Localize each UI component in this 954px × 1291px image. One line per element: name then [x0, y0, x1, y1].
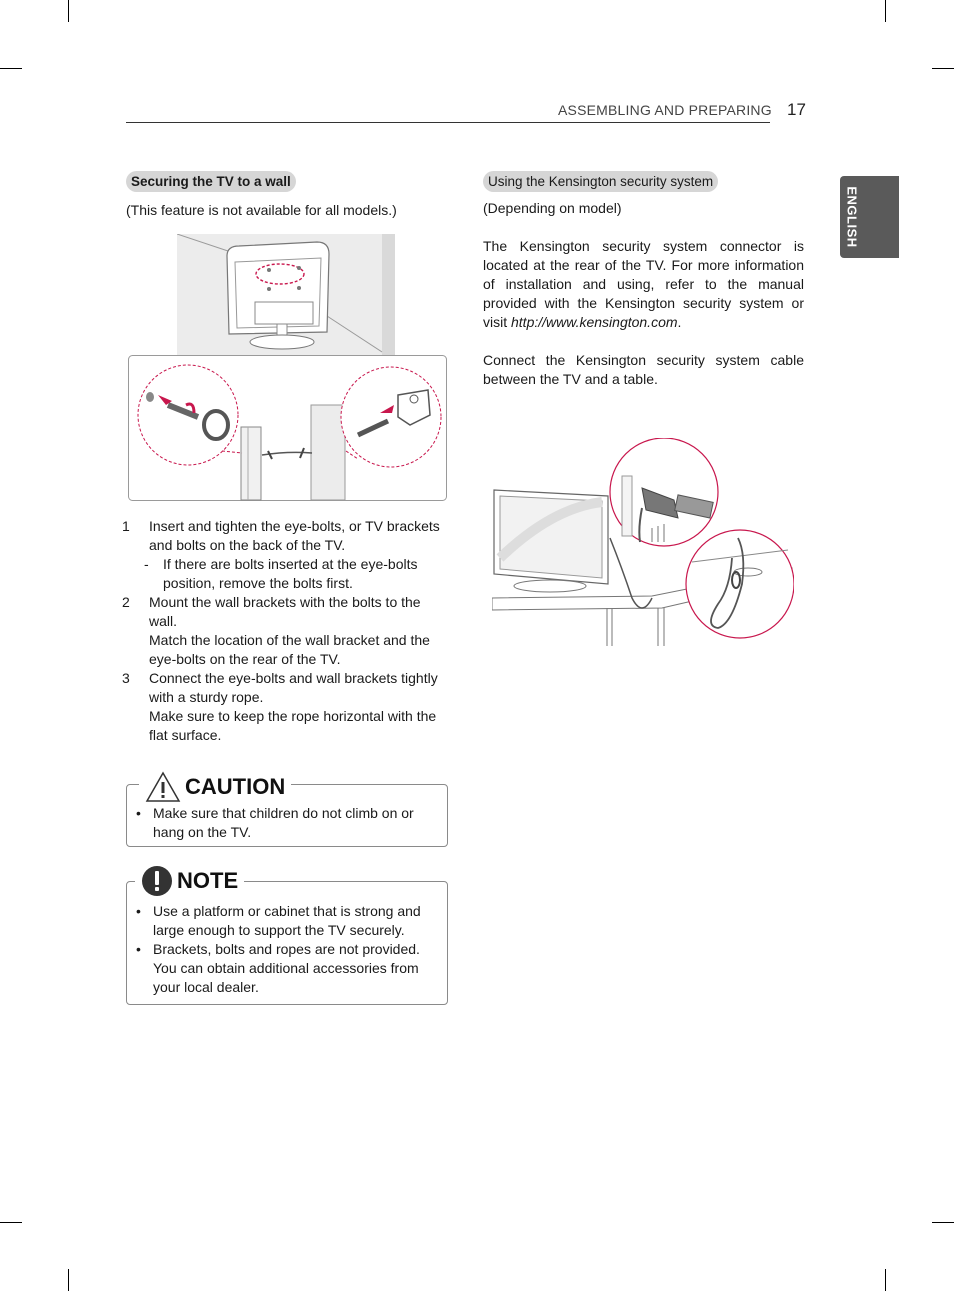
bullet-dot: • — [136, 805, 141, 821]
note-title — [135, 865, 244, 897]
page-number: 17 — [787, 100, 806, 119]
note-list — [127, 902, 431, 997]
section-heading-kensington: Using the Kensington security system — [483, 171, 718, 192]
tv-back-illustration — [177, 234, 395, 355]
bracket-rope-illustration — [128, 355, 447, 502]
language-tab-label: ENGLISH — [844, 186, 860, 248]
kensington-paragraph-1 — [483, 237, 804, 332]
kensington-url[interactable]: http://www.kensington.com — [511, 314, 678, 330]
dash-marker: - — [144, 556, 149, 572]
step-2-continued — [122, 631, 452, 669]
caution-title-text: CAUTION — [185, 774, 286, 799]
step-number: 2 — [122, 594, 130, 610]
step-text: Insert and tighten the eye-bolts, or TV brackets and bolts on the back of the TV. — [149, 518, 440, 553]
note-item-text: Use a platform or cabinet that is strong and large enough to support the TV securely. — [153, 903, 421, 938]
crop-mark — [932, 1222, 954, 1223]
crop-mark — [885, 0, 886, 22]
note-item-text: Brackets, bolts and ropes are not provided. You can obtain additional accessories from your local dealer. — [153, 941, 420, 995]
header-rule — [126, 122, 770, 123]
exclamation-circle-icon — [141, 865, 173, 897]
caution-item — [127, 804, 427, 842]
caution-list — [127, 804, 427, 842]
step-text: Connect the eye-bolts and wall brackets tightly with a sturdy rope. — [149, 670, 438, 705]
warning-triangle-icon — [145, 771, 181, 803]
bullet-dot: • — [136, 941, 141, 957]
crop-mark — [68, 0, 69, 22]
step-2 — [122, 593, 452, 631]
crop-mark — [0, 68, 22, 69]
step-text: Match the location of the wall bracket and the eye-bolts on the rear of the TV. — [149, 632, 430, 667]
caution-title — [139, 771, 291, 803]
step-number: 3 — [122, 670, 130, 686]
step-3 — [122, 669, 452, 707]
step-text: Make sure to keep the rope horizontal with the flat surface. — [149, 708, 437, 743]
note-item — [127, 940, 431, 997]
paragraph-text: The Kensington security system connector is located at the rear of the TV. For more information of installation and using, refer to the manual provided with the Kensington security system or visit — [483, 238, 804, 330]
caution-box — [126, 774, 448, 847]
paragraph-end: . — [677, 314, 682, 330]
kensington-illustration — [492, 438, 794, 648]
step-text: Mount the wall brackets with the bolts to the wall. — [149, 594, 421, 629]
note-item — [127, 902, 431, 940]
step-1 — [122, 517, 452, 555]
crop-mark — [0, 1222, 22, 1223]
step-number: 1 — [122, 518, 130, 534]
step-1-subnote — [122, 555, 452, 593]
language-tab — [840, 176, 899, 258]
step-subnote-text: If there are bolts inserted at the eye-bolts position, remove the bolts first. — [163, 556, 418, 591]
step-3-continued — [122, 707, 452, 745]
kensington-paragraph-2: Connect the Kensington security system cable between the TV and a table. — [483, 352, 804, 387]
bullet-dot: • — [136, 903, 141, 919]
installation-steps — [122, 517, 452, 745]
caution-item-text: Make sure that children do not climb on or hang on the TV. — [153, 805, 414, 840]
crop-mark — [68, 1269, 69, 1291]
model-note: (Depending on model) — [483, 200, 622, 216]
note-title-text: NOTE — [177, 868, 239, 893]
crop-mark — [885, 1269, 886, 1291]
section-heading-wall: Securing the TV to a wall — [126, 171, 296, 192]
section-title: ASSEMBLING AND PREPARING — [558, 102, 772, 118]
note-box — [126, 868, 448, 1005]
availability-note: (This feature is not available for all models.) — [126, 202, 397, 218]
crop-mark — [932, 68, 954, 69]
